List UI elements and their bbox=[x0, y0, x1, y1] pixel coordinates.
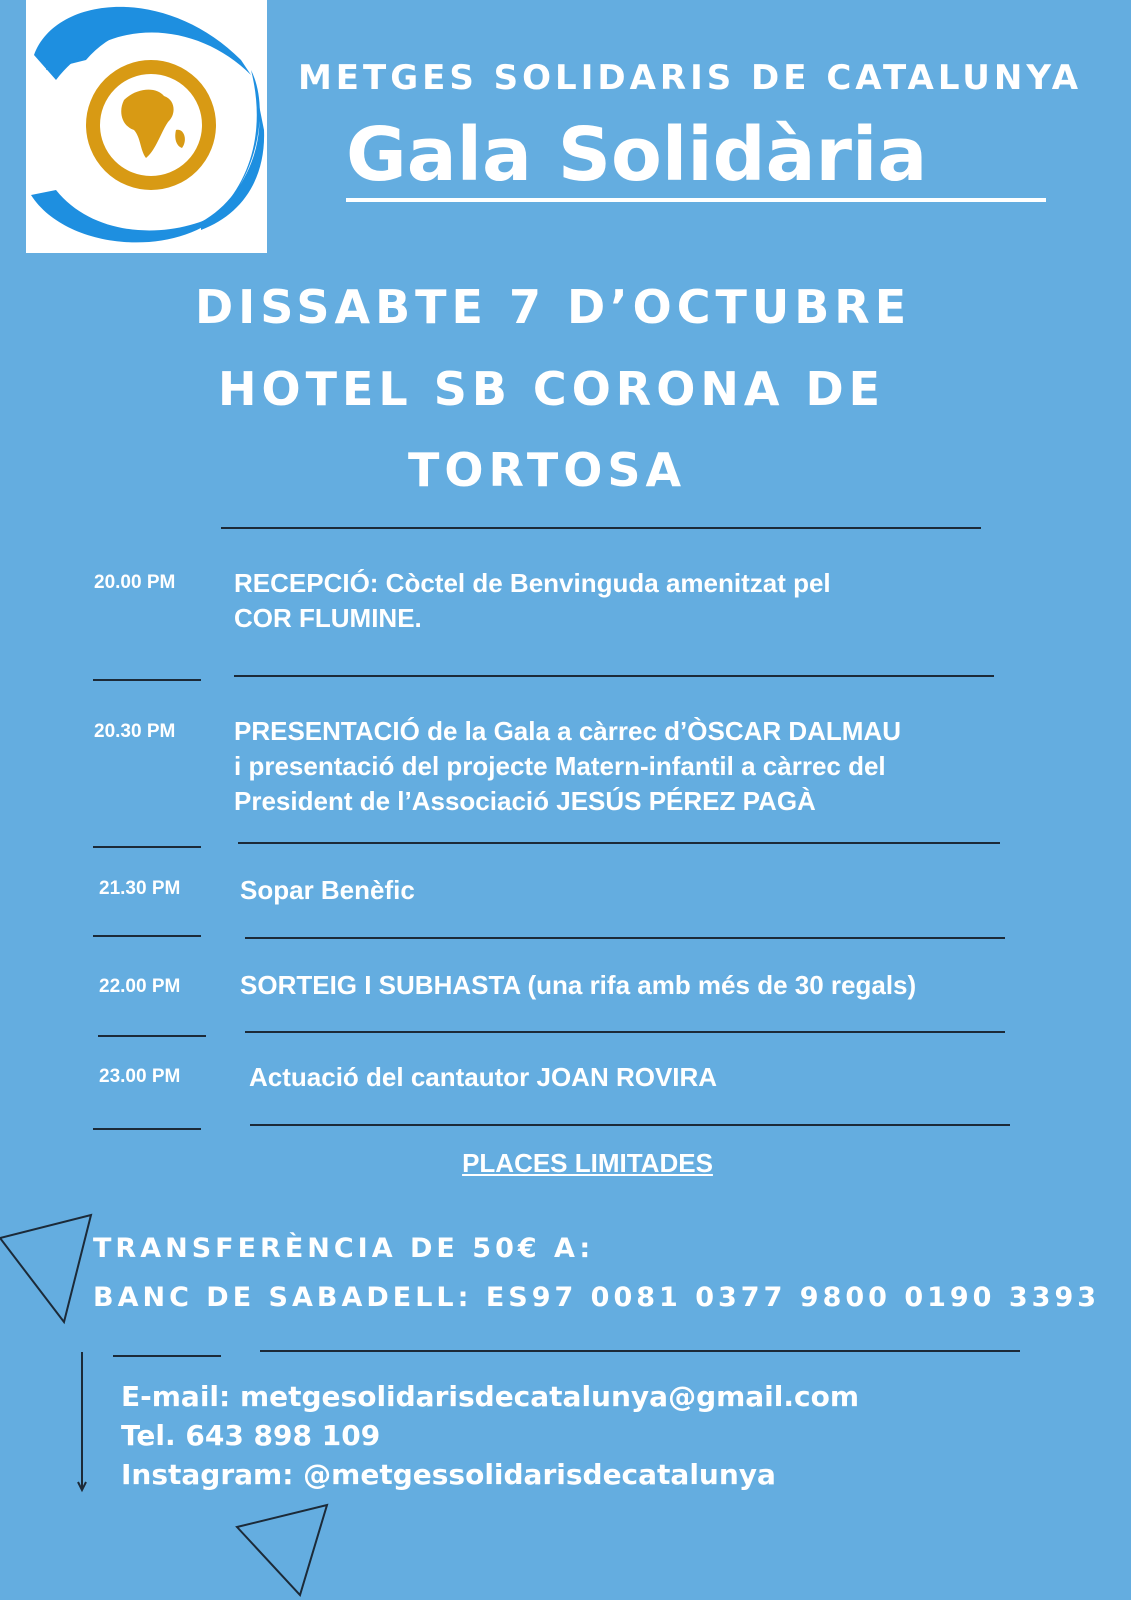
schedule-description: Actuació del cantautor JOAN ROVIRA bbox=[249, 1062, 718, 1092]
venue-line-2: TORTOSA bbox=[408, 443, 687, 497]
schedule-description: RECEPCIÓ: Còctel de Benvinguda amenitzat pel COR FLUMINE. bbox=[234, 568, 831, 633]
transfer-instruction: TRANSFERÈNCIA DE 50€ A: bbox=[93, 1233, 595, 1264]
schedule-description: PRESENTACIÓ de la Gala a càrrec d’ÒSCAR DALMAU i presentació del projecte Matern-infantil a càrrec del President de l’Associació JESÚS PÉREZ PAGÀ bbox=[234, 716, 902, 816]
schedule-time: 23.00 PM bbox=[99, 1066, 181, 1087]
triangle-outline-icon bbox=[0, 1215, 91, 1322]
schedule-description: SORTEIG I SUBHASTA (una rifa amb més de 30 regals) bbox=[240, 970, 917, 1000]
schedule-time: 20.30 PM bbox=[94, 721, 176, 742]
contact-phone: Tel. 643 898 109 bbox=[121, 1419, 381, 1452]
places-limited-notice: PLACES LIMITADES bbox=[462, 1148, 713, 1178]
schedule-time: 21.30 PM bbox=[99, 878, 181, 899]
schedule-time: 20.00 PM bbox=[94, 572, 176, 593]
contact-email: E-mail: metgesolidarisdecatalunya@gmail.com bbox=[121, 1380, 860, 1413]
schedule-time: 22.00 PM bbox=[99, 976, 181, 997]
organization-name: METGES SOLIDARIS DE CATALUNYA bbox=[297, 58, 1083, 98]
triangle-outline-icon bbox=[237, 1505, 327, 1595]
venue-line-1: HOTEL SB CORONA DE bbox=[218, 362, 886, 416]
event-date: DISSABTE 7 D’OCTUBRE bbox=[195, 280, 912, 334]
event-title: Gala Solidària bbox=[346, 112, 928, 198]
bank-account: BANC DE SABADELL: ES97 0081 0377 9800 0190 3393 bbox=[93, 1282, 1101, 1313]
contact-instagram: Instagram: @metgessolidarisdecatalunya bbox=[121, 1458, 776, 1491]
schedule-description: Sopar Benèfic bbox=[240, 875, 415, 905]
